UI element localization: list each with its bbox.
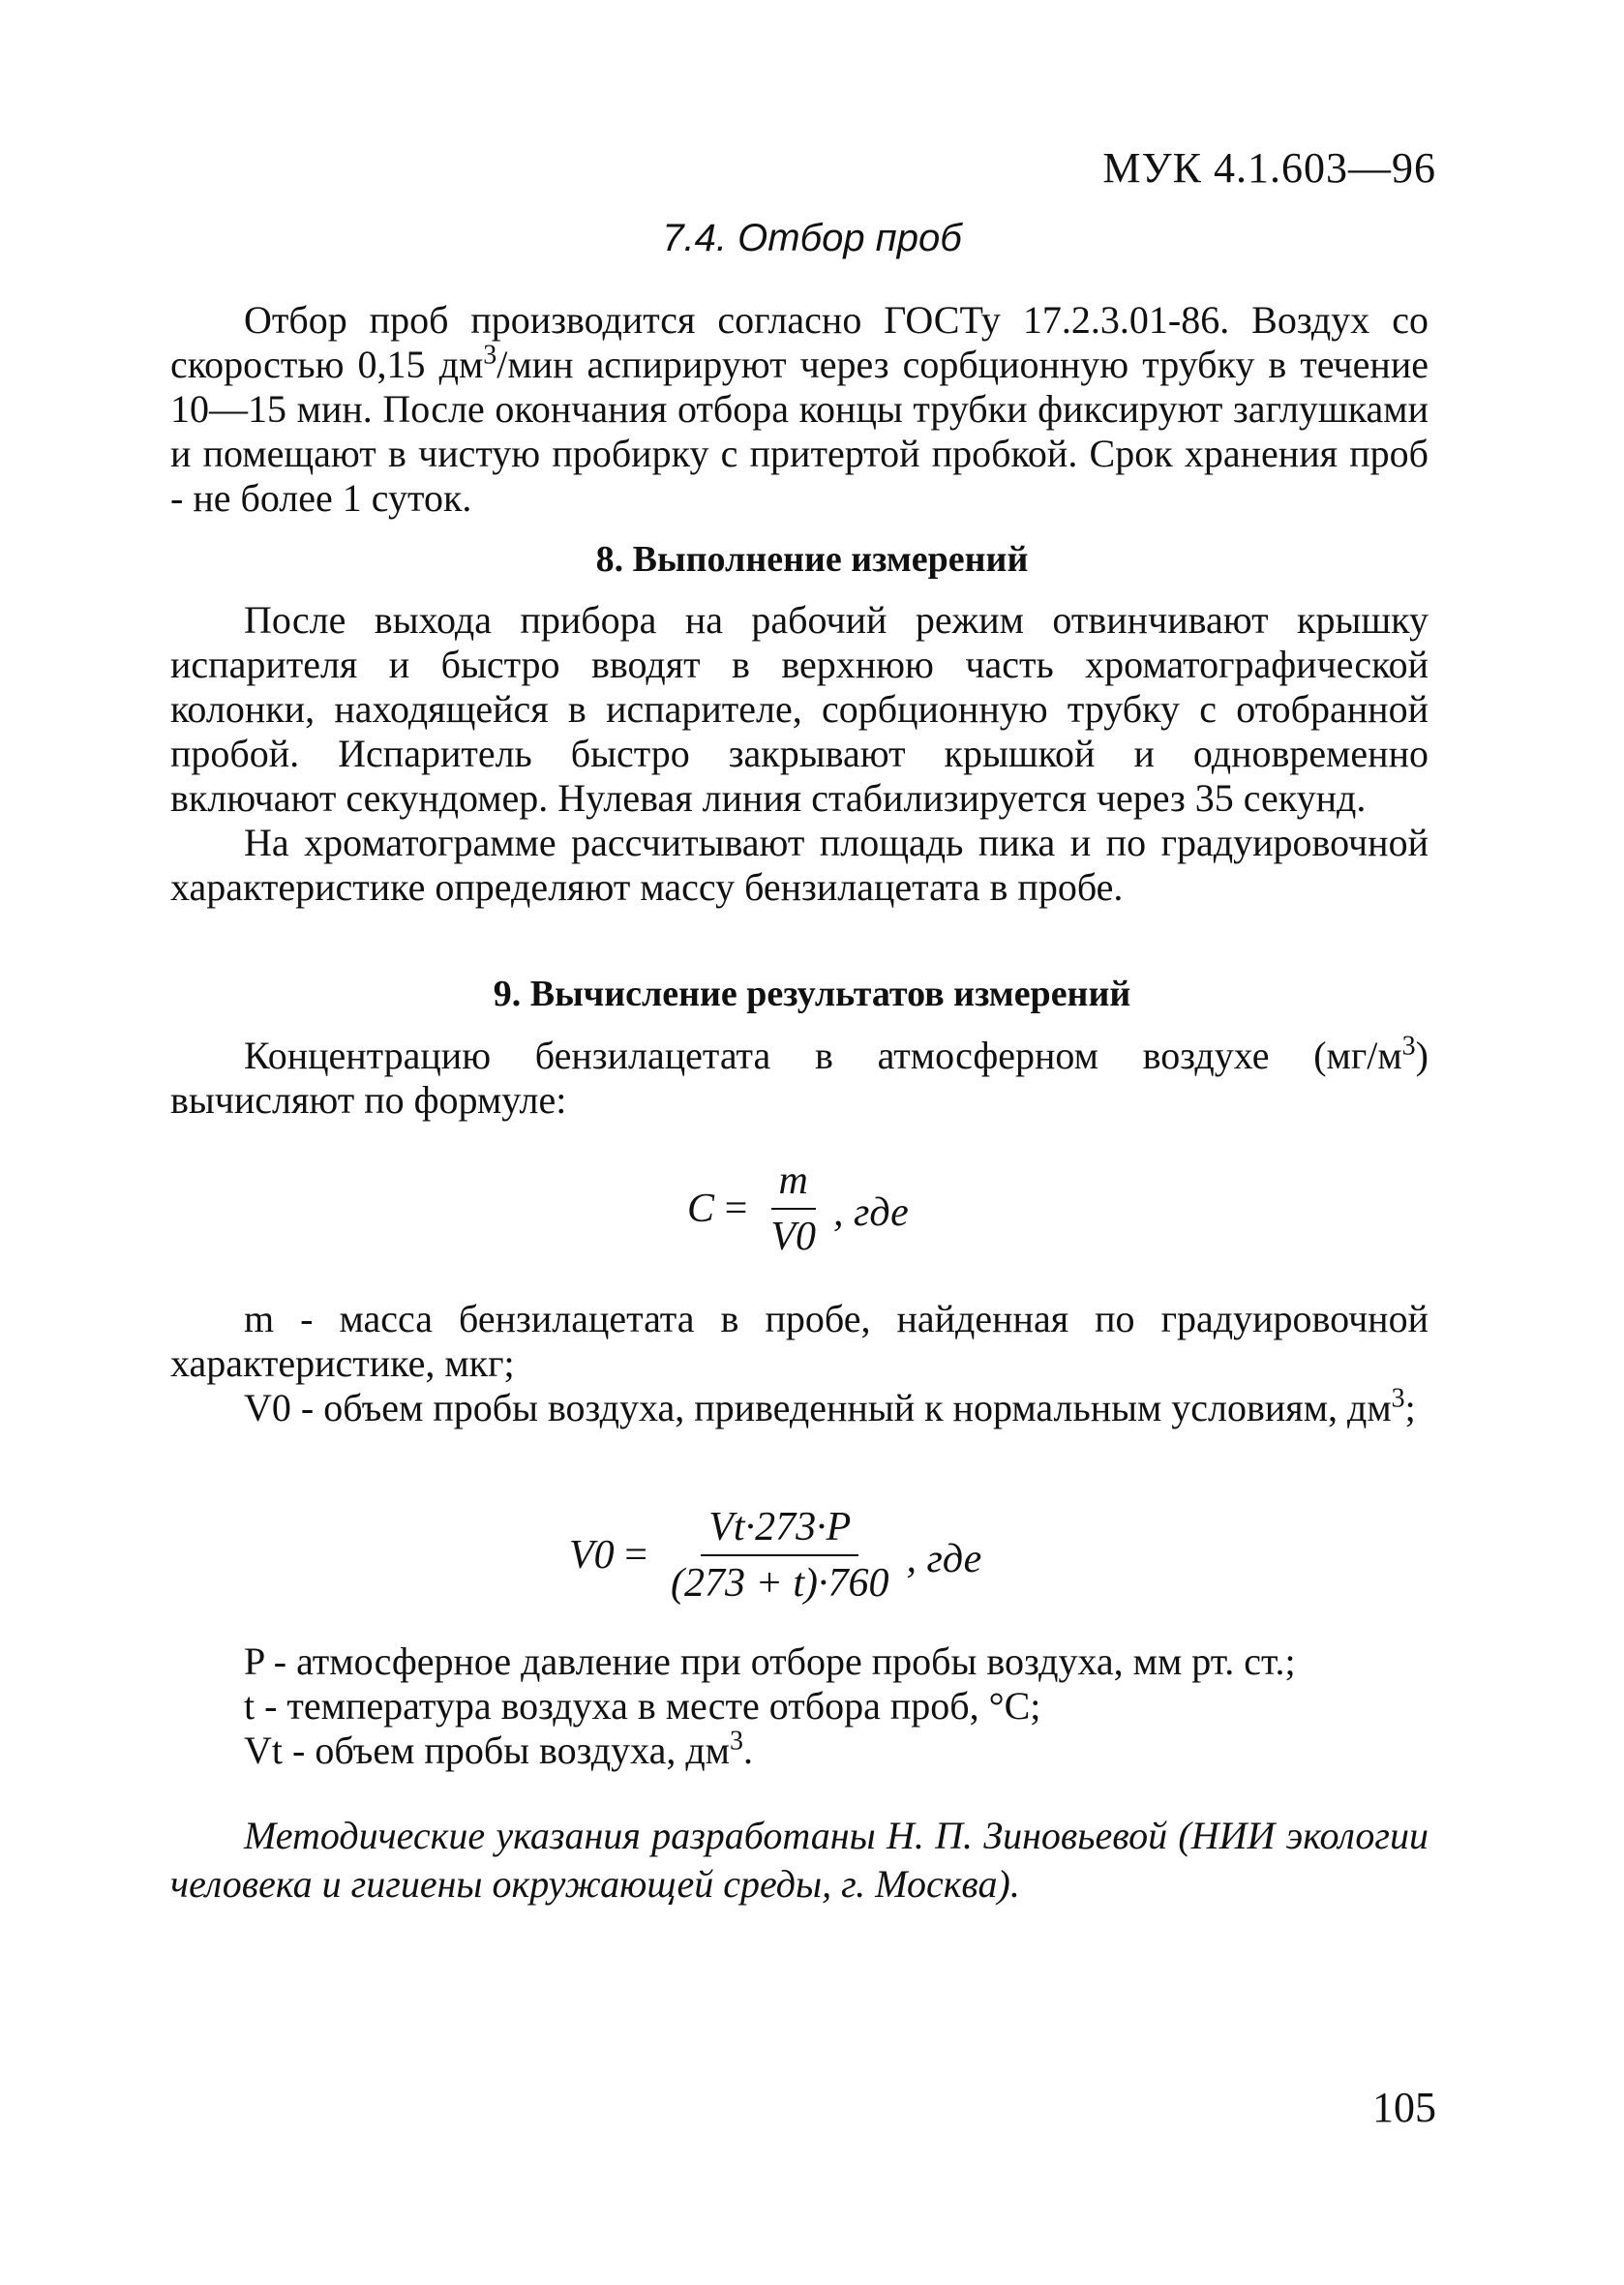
section-9-title: 9. Вычисление результатов измерений <box>493 974 1131 1014</box>
page-number: 105 <box>1372 2084 1436 2131</box>
definition-v0 <box>170 1383 1429 1430</box>
sampling-text-part-2: /мин аспирируют через сорбционную трубку в течение 10—15 мин. После окончания отбора концы трубки фиксируют заглушками и помещают в чистую пробирку с притертой пробкой. Срок хранения проб - не более 1 суток. <box>170 343 1429 520</box>
section-8-body <box>170 598 1429 910</box>
intro-text-part-2: ) вычисляют по формуле: <box>170 1034 1429 1122</box>
section-8-title: 8. Выполнение измерений <box>595 539 1029 580</box>
definitions-block-1 <box>170 1297 1429 1430</box>
formula-tail: , где <box>833 1190 909 1235</box>
section-7-4-body <box>170 298 1429 521</box>
formula-lhs: V0 <box>569 1533 615 1578</box>
intro-text-part-1: Концентрацию бензилацетата в атмосферном воздухе (мг/м <box>244 1034 1402 1077</box>
section-7-4-title: 7.4. Отбор проб <box>662 217 962 259</box>
formula-concentration <box>687 1159 909 1258</box>
superscript: 3 <box>1391 1383 1405 1414</box>
v0-text-part-1: V0 - объем пробы воздуха, приведенный к нормальным условиям, дм <box>244 1386 1392 1429</box>
formula-tail: , где <box>906 1537 982 1581</box>
vt-text-part-1: Vt - объем пробы воздуха, дм <box>244 1729 730 1772</box>
sampling-text-part-1: Отбор проб производится согласно ГОСТу 17.2.3.01-86. Воздух со скоростью 0,15 дм <box>170 298 1429 386</box>
v0-text-part-2: ; <box>1404 1386 1416 1429</box>
formula-numerator: Vt·273·P <box>701 1506 858 1556</box>
formula-numerator: m <box>771 1159 816 1210</box>
formula-volume <box>569 1506 981 1605</box>
formula-equals: = <box>621 1533 649 1578</box>
document-code: МУК 4.1.603—96 <box>1102 144 1436 192</box>
formula-lhs: C <box>687 1187 715 1231</box>
chromatogram-paragraph: На хроматограмме рассчитывают площадь пика и по градуировочной характеристике определяют массу бензилацетата в пробе. <box>170 821 1429 909</box>
vt-text-part-2: . <box>743 1729 753 1772</box>
superscript: 3 <box>483 340 497 371</box>
measurement-paragraph: После выхода прибора на рабочий режим отвинчивают крышку испарителя и быстро вводят в верхнюю часть хроматографической колонки, находящейся в испарителе, сорбционную трубку с отобранной пробой. Испаритель быстро закрывают крышкой и одновременно включают секундомер. Нулевая линия стабилизируется через 35 секунд. <box>170 598 1429 820</box>
formula-denominator: (273 + t)·760 <box>671 1561 889 1606</box>
definition-p: P - атмосферное давление при отборе пробы воздуха, мм рт. ст.; <box>244 1639 1296 1683</box>
formula-fraction <box>763 1159 824 1258</box>
concentration-intro <box>170 1031 1429 1123</box>
sampling-paragraph <box>170 298 1429 521</box>
formula-fraction <box>663 1506 896 1605</box>
definition-vt <box>170 1726 1429 1773</box>
definition-t: t - температура воздуха в месте отбора проб, °C; <box>244 1684 1041 1728</box>
credits-block <box>170 1812 1429 1909</box>
formula-equals: = <box>722 1187 750 1231</box>
formula-denominator: V0 <box>770 1215 817 1259</box>
credits-text: Методические указания разработаны Н. П. Зиновьевой (НИИ экологии человека и гигиены окружающей среды, г. Москва). <box>170 1814 1429 1906</box>
definitions-block-2 <box>170 1639 1429 1773</box>
section-9-intro <box>170 1031 1429 1123</box>
superscript: 3 <box>730 1726 743 1757</box>
definition-m: m - масса бензилацетата в пробе, найденная по градуировочной характеристике, мкг; <box>170 1297 1429 1385</box>
superscript: 3 <box>1401 1031 1416 1062</box>
